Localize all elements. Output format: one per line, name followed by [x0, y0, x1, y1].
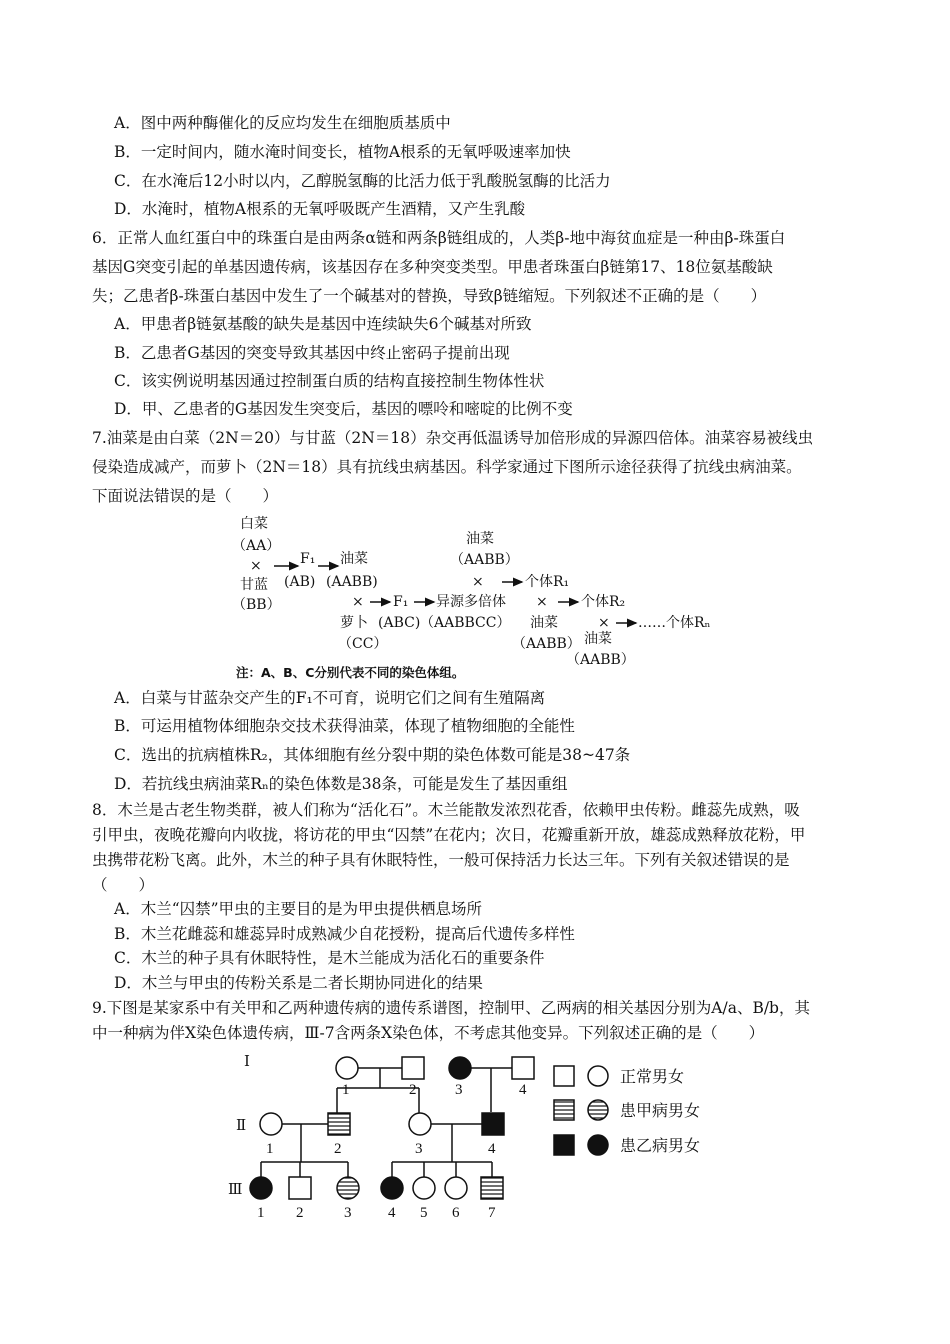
individual-iii1: [250, 1177, 272, 1199]
q7-stem-line-2: 侵染造成减产，而萝卜（2N＝18）具有抗线虫病基因。科学家通过下图所示途径获得了抗线虫病油菜。: [92, 458, 802, 476]
num-i3: 3: [455, 1082, 463, 1098]
diag-luobo: 萝卜: [340, 615, 368, 631]
diag-bb: （BB）: [232, 597, 281, 613]
diag-aabb-4: （AABB）: [566, 652, 635, 668]
legend-jia-male: [554, 1100, 574, 1120]
diag-youcai-1: 油菜: [340, 551, 368, 567]
q8-option-b: B．木兰花雌蕊和雄蕊异时成熟减少自花授粉，提高后代遗传多样性: [114, 925, 575, 943]
num-ii2: 2: [334, 1141, 342, 1157]
num-i1: 1: [342, 1082, 350, 1098]
diag-cross-2: ×: [352, 594, 364, 610]
q9-stem-line-2: 中一种病为伴X染色体遗传病，Ⅲ-7含两条X染色体，不考虑其他变异。下列叙述正确的是（ ）: [92, 1024, 765, 1042]
diag-cross-5: ×: [598, 615, 610, 631]
diag-abc: (ABC): [378, 615, 421, 631]
q8-option-d: D．木兰与甲虫的传粉关系是二者长期协同进化的结果: [114, 974, 483, 992]
diag-f1-2: F₁: [393, 594, 409, 610]
legend-yi-male: [554, 1135, 574, 1155]
legend-yi-female: [588, 1135, 608, 1155]
num-iii7: 7: [488, 1205, 496, 1221]
legend-normal-label: 正常男女: [620, 1067, 685, 1086]
diag-youcai-3: 油菜: [530, 615, 558, 631]
diag-baicai: 白菜: [240, 516, 268, 532]
num-iii6: 6: [452, 1205, 460, 1221]
diag-f1-1: F₁: [300, 551, 316, 567]
q8-stem-line-4: （ ）: [92, 876, 155, 894]
diag-youcai-4: 油菜: [584, 631, 612, 647]
num-iii2: 2: [296, 1205, 304, 1221]
q6-stem-line-3: 失；乙患者β-珠蛋白基因中发生了一个碱基对的替换，导致β链缩短。下列叙述不正确的是（ ）: [92, 287, 767, 305]
q9-stem-line-1: 9.下图是某家系中有关甲和乙两种遗传病的遗传系谱图，控制甲、乙两病的相关基因分别为A/a、B/b，其: [92, 999, 810, 1017]
individual-iii3: [337, 1177, 359, 1199]
diag-yiyuan: 异源多倍体: [436, 594, 506, 610]
q8-stem-line-3: 虫携带花粉飞离。此外，木兰的种子具有休眠特性，一般可保持活力长达三年。下列有关叙述错误的是: [92, 851, 790, 869]
num-ii3: 3: [415, 1141, 423, 1157]
individual-i2: [402, 1057, 424, 1079]
individual-i1: [336, 1057, 358, 1079]
q8-stem-line-1: 8．木兰是古老生物类群，被人们称为“活化石”。木兰能散发浓烈花香，依赖甲虫传粉。雌蕊先成熟，吸: [92, 801, 800, 819]
q7-stem-line-1: 7.油菜是由白菜（2N＝20）与甘蓝（2N＝18）杂交再低温诱导加倍形成的异源四倍体。油菜容易被线虫: [92, 429, 814, 447]
legend-yi-label: 患乙病男女: [620, 1136, 701, 1155]
diag-cc: （CC）: [338, 636, 388, 652]
individual-i3: [449, 1057, 471, 1079]
q8-option-a: A．木兰“囚禁”甲虫的主要目的是为甲虫提供栖息场所: [114, 900, 483, 918]
q7-option-c: C．选出的抗病植株R₂，其体细胞有丝分裂中期的染色体数可能是38~47条: [114, 746, 631, 764]
num-ii4: 4: [488, 1141, 496, 1157]
q7-option-a: A．白菜与甘蓝杂交产生的F₁不可育，说明它们之间有生殖隔离: [114, 689, 546, 707]
num-iii5: 5: [420, 1205, 428, 1221]
diag-aabb-1: (AABB): [326, 574, 378, 590]
q5-option-a: A．图中两种酶催化的反应均发生在细胞质基质中: [114, 114, 451, 132]
individual-ii2: [328, 1113, 350, 1135]
num-i2: 2: [409, 1082, 417, 1098]
diag-ab: (AB): [284, 574, 316, 590]
diag-r2: 个体R₂: [581, 594, 626, 610]
individual-iii6: [445, 1177, 467, 1199]
individual-iii7: [481, 1177, 503, 1199]
gen-label-ii: Ⅱ: [236, 1118, 247, 1134]
legend-jia-label: 患甲病男女: [620, 1101, 701, 1120]
individual-iii2: [289, 1177, 311, 1199]
diag-youcai-2: 油菜: [466, 531, 494, 547]
diag-r1: 个体R₁: [525, 574, 570, 590]
q6-stem-line-1: 6．正常人血红蛋白中的珠蛋白是由两条α链和两条β链组成的，人类β-地中海贫血症是一种由β-珠蛋白: [92, 229, 786, 247]
q6-option-a: A．甲患者β链氨基酸的缺失是基因中连续缺失6个碱基对所致: [114, 315, 532, 333]
diag-cross-1: ×: [250, 558, 262, 574]
diag-ganlan: 甘蓝: [240, 577, 268, 593]
q8-stem-line-2: 引甲虫，夜晚花瓣向内收拢，将访花的甲虫“囚禁”在花内；次日，花瓣重新开放，雄蕊成熟释放花粉，甲: [92, 826, 806, 844]
diag-note: 注：A、B、C分别代表不同的染色体组。: [236, 665, 465, 680]
individual-iii5: [413, 1177, 435, 1199]
q6-option-b: B．乙患者G基因的突变导致其基因中终止密码子提前出现: [114, 344, 510, 362]
gen-label-iii: Ⅲ: [228, 1182, 243, 1198]
q5-option-b: B．一定时间内，随水淹时间变长，植物A根系的无氧呼吸速率加快: [114, 143, 571, 161]
q6-option-c: C．该实例说明基因通过控制蛋白质的结构直接控制生物体性状: [114, 372, 545, 390]
q7-option-d: D．若抗线虫病油菜Rₙ的染色体数是38条，可能是发生了基因重组: [114, 775, 568, 793]
diag-aa: （AA）: [232, 538, 281, 554]
num-iii3: 3: [344, 1205, 352, 1221]
q8-option-c: C．木兰的种子具有休眠特性，是木兰能成为活化石的重要条件: [114, 949, 545, 967]
diag-aabbcc: （AABBCC）: [420, 615, 511, 631]
q5-option-c: C．在水淹后12小时以内，乙醇脱氢酶的比活力低于乳酸脱氢酶的比活力: [114, 172, 611, 190]
q7-stem-line-3: 下面说法错误的是（ ）: [92, 487, 279, 505]
num-i4: 4: [519, 1082, 527, 1098]
diag-aabb-3: （AABB）: [512, 636, 581, 652]
legend-normal-female: [588, 1066, 608, 1086]
num-iii4: 4: [388, 1205, 396, 1221]
diag-aabb-2: （AABB）: [450, 552, 519, 568]
diag-cross-3: ×: [472, 574, 484, 590]
legend-jia-female: [588, 1100, 608, 1120]
q6-option-d: D．甲、乙患者的G基因发生突变后，基因的嘌呤和嘧啶的比例不变: [114, 400, 573, 418]
num-iii1: 1: [257, 1205, 265, 1221]
legend-normal-male: [554, 1066, 574, 1086]
diag-rn: ……个体Rₙ: [638, 615, 711, 631]
num-ii1: 1: [266, 1141, 274, 1157]
individual-ii4: [482, 1113, 504, 1135]
gen-label-i: Ⅰ: [244, 1054, 250, 1070]
individual-ii3: [409, 1113, 431, 1135]
individual-i4: [512, 1057, 534, 1079]
q5-option-d: D．水淹时，植物A根系的无氧呼吸既产生酒精，又产生乳酸: [114, 200, 526, 218]
individual-iii4: [381, 1177, 403, 1199]
diag-cross-4: ×: [536, 594, 548, 610]
q6-stem-line-2: 基因G突变引起的单基因遗传病，该基因存在多种突变类型。甲患者珠蛋白β链第17、18位氨基酸缺: [92, 258, 773, 276]
individual-ii1: [260, 1113, 282, 1135]
q7-option-b: B．可运用植物体细胞杂交技术获得油菜，体现了植物细胞的全能性: [114, 717, 575, 735]
